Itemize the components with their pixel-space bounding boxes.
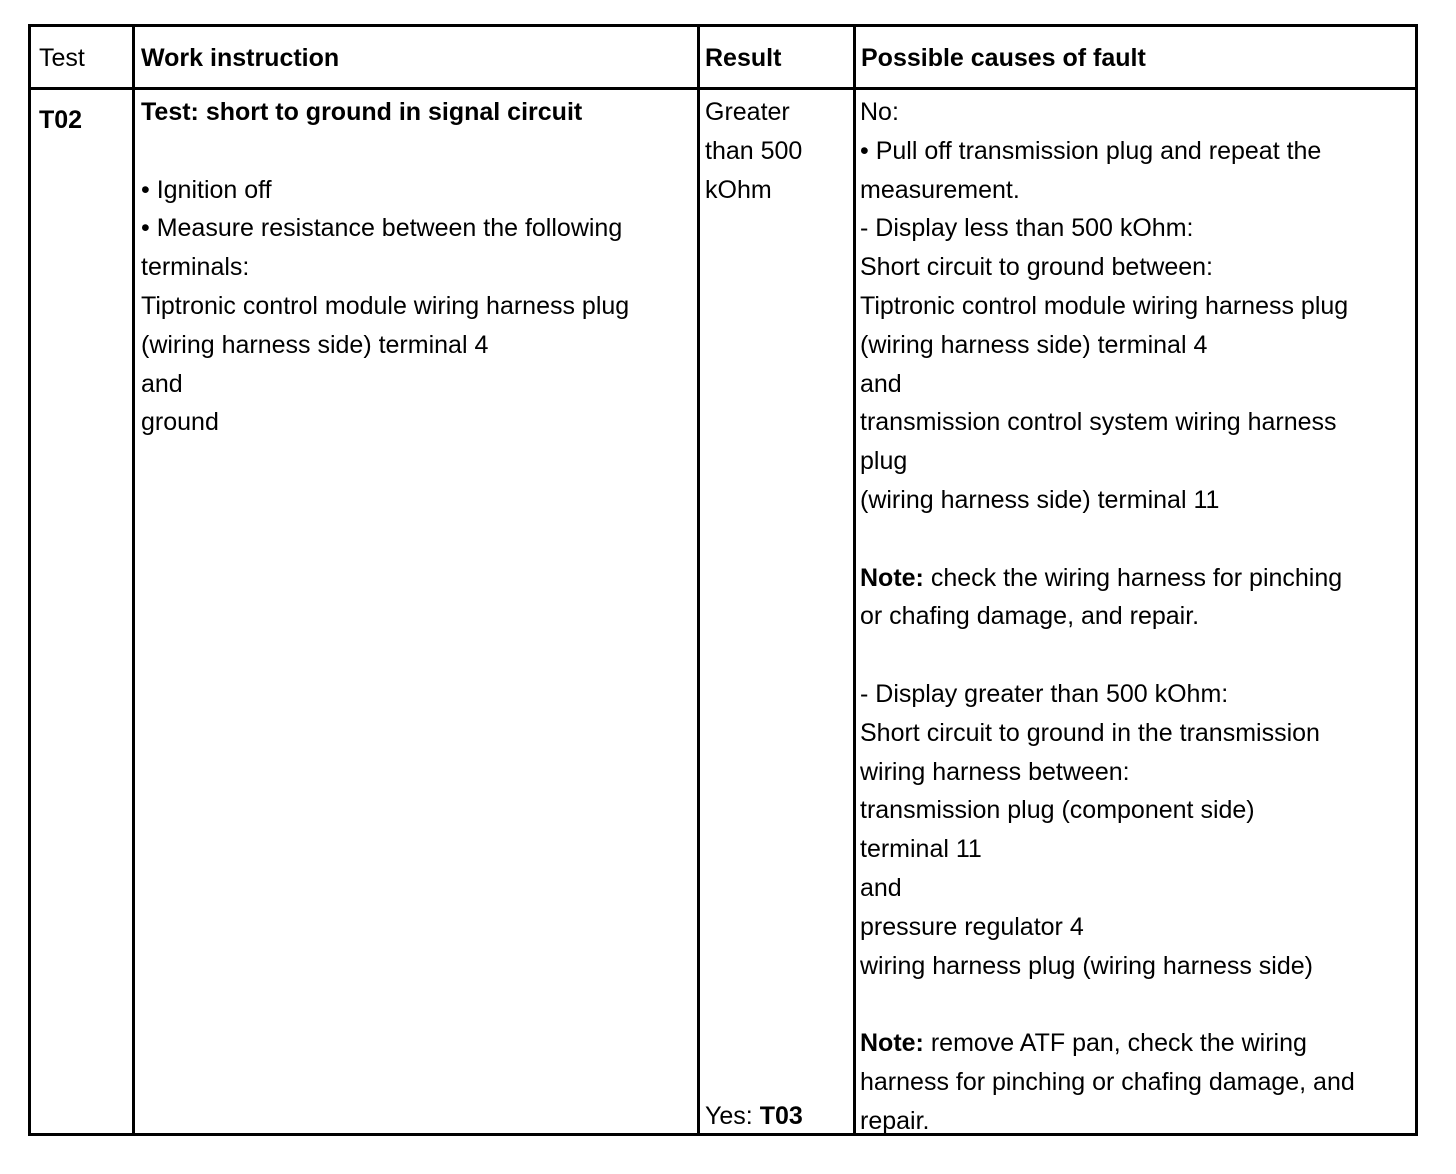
column-divider [132, 27, 135, 1133]
column-divider [697, 27, 700, 1133]
cause-line: transmission plug (component side) [860, 796, 1255, 825]
note-text: check the wiring harness for pinching [923, 563, 1343, 592]
cause-line: Short circuit to ground between: [860, 253, 1213, 282]
cause-line: and [860, 369, 902, 398]
note-label: Note: [860, 563, 924, 592]
work-instruction-title: Test: short to ground in signal circuit [141, 98, 583, 126]
header-possible-causes: Possible causes of fault [861, 44, 1146, 72]
header-test: Test [39, 44, 85, 72]
cause-line: • Pull off transmission plug and repeat the [860, 136, 1322, 165]
column-divider [853, 27, 856, 1133]
fault-table [28, 24, 1418, 1136]
cause-line: plug [860, 447, 908, 476]
result-cell [705, 93, 802, 209]
instruction-line: • Ignition off [141, 175, 272, 204]
cause-line: Tiptronic control module wiring harness plug [860, 291, 1349, 320]
cause-line: and [860, 873, 902, 902]
result-yes [705, 1097, 803, 1136]
note-line: harness for pinching or chafing damage, and [860, 1067, 1355, 1096]
note-line [860, 559, 1355, 598]
work-instruction-cell [141, 93, 629, 442]
header-work-instruction: Work instruction [141, 44, 340, 72]
result-yes-target: T03 [759, 1102, 803, 1130]
result-line: than 500 [705, 136, 803, 165]
note-line: repair. [860, 1106, 930, 1135]
instruction-line: ground [141, 408, 219, 437]
instruction-line: and [141, 369, 183, 398]
result-line: Greater [705, 98, 790, 126]
cause-line: - Display less than 500 kOhm: [860, 214, 1194, 243]
cause-line: pressure regulator 4 [860, 912, 1084, 941]
cause-line: (wiring harness side) terminal 4 [860, 330, 1208, 359]
instruction-line: terminals: [141, 253, 250, 282]
result-yes-prefix: Yes: [705, 1102, 760, 1130]
cause-line: No: [860, 98, 899, 126]
note-line [860, 1024, 1355, 1063]
cause-line: Short circuit to ground in the transmission [860, 718, 1320, 747]
cause-line: (wiring harness side) terminal 11 [860, 485, 1220, 514]
note-label: Note: [860, 1029, 924, 1058]
cause-line: wiring harness between: [860, 757, 1130, 786]
header-result: Result [705, 44, 782, 72]
header-divider [31, 87, 1415, 90]
cause-line: transmission control system wiring harness [860, 408, 1337, 437]
test-id: T02 [39, 106, 83, 134]
cause-line: measurement. [860, 175, 1020, 204]
cause-line: - Display greater than 500 kOhm: [860, 679, 1229, 708]
result-line: kOhm [705, 175, 772, 204]
note-text: remove ATF pan, check the wiring [923, 1029, 1307, 1058]
instruction-line: • Measure resistance between the following [141, 214, 623, 243]
cause-line: terminal 11 [860, 835, 982, 864]
instruction-line: Tiptronic control module wiring harness plug [141, 291, 630, 320]
possible-causes-cell [860, 93, 1355, 1141]
note-line: or chafing damage, and repair. [860, 602, 1200, 631]
cause-line: wiring harness plug (wiring harness side) [860, 951, 1313, 980]
instruction-line: (wiring harness side) terminal 4 [141, 330, 489, 359]
